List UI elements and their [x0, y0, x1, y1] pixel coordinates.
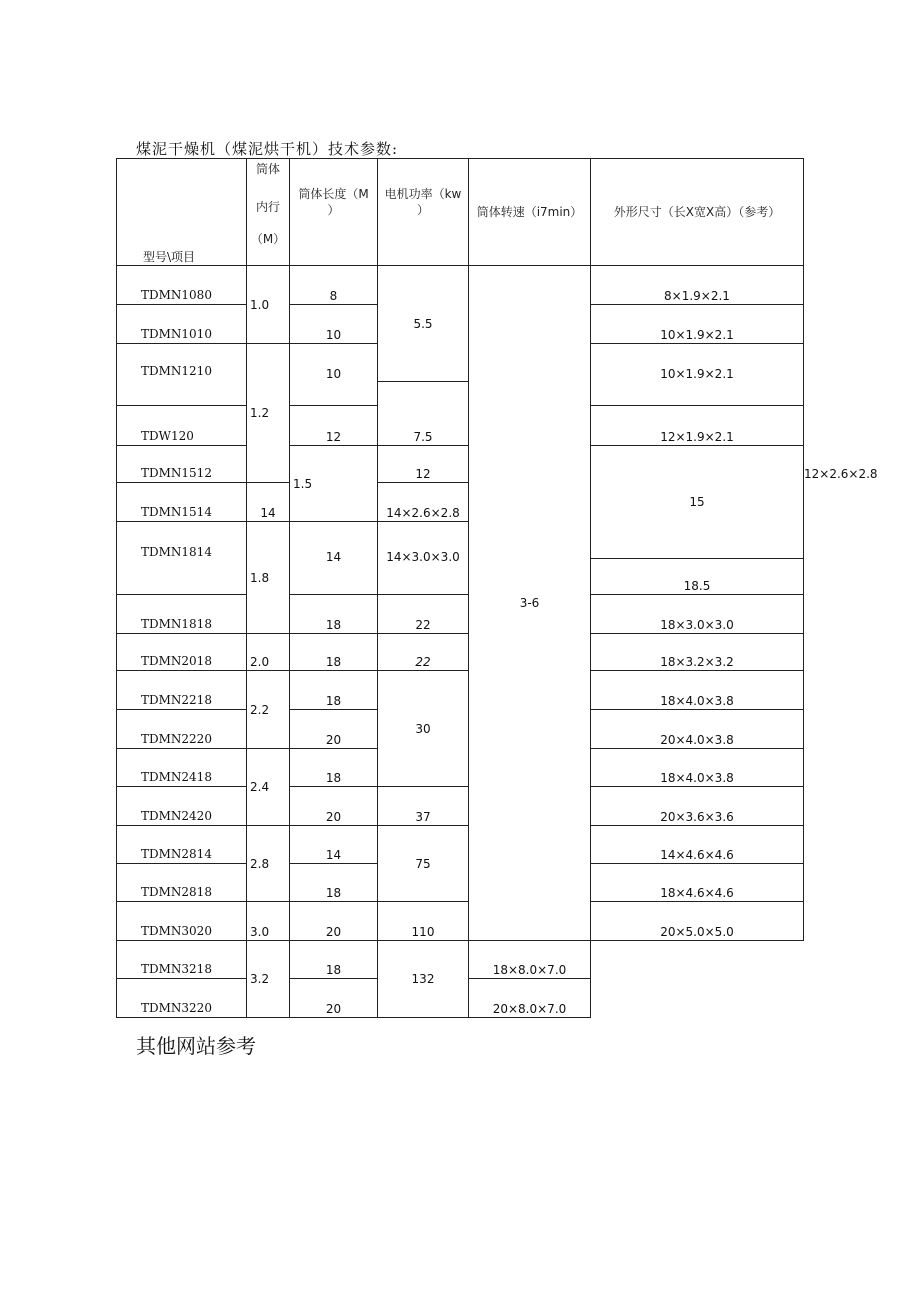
- model-cell: TDMN3218: [117, 941, 247, 979]
- power-cell: 15: [591, 446, 804, 559]
- length-cell: 14: [290, 522, 378, 595]
- header-size: 外形尺寸（长X宽X高）（参考）: [591, 159, 804, 266]
- power-cell: 22: [378, 634, 469, 671]
- table-row: [117, 595, 804, 634]
- size-cell: 20×3.6×3.6: [591, 787, 804, 826]
- model-cell: TDMN3220: [117, 979, 247, 1018]
- diameter-cell: 1.0: [247, 266, 290, 344]
- size-cell: 12×1.9×2.1: [591, 406, 804, 446]
- diameter-cell: 1.8: [247, 522, 290, 634]
- size-cell: 20×5.0×5.0: [591, 902, 804, 941]
- footer-text: 其他网站参考: [136, 1034, 256, 1058]
- length-cell: 10: [290, 305, 378, 344]
- model-cell: TDMN1080: [117, 266, 247, 305]
- table-row: [117, 902, 804, 941]
- diameter-cell: 2.0: [247, 634, 290, 671]
- size-cell: 18×4.0×3.8: [591, 671, 804, 710]
- length-cell: 20: [290, 902, 378, 941]
- document-title: 煤泥干燥机（煤泥烘干机）技术参数:: [136, 140, 399, 158]
- size-cell: 20×8.0×7.0: [469, 979, 591, 1018]
- size-cell: 8×1.9×2.1: [591, 266, 804, 305]
- power-cell: 110: [378, 902, 469, 941]
- table-row: [117, 266, 804, 305]
- length-cell: 18: [290, 595, 378, 634]
- length-cell: 12: [290, 406, 378, 446]
- diameter-cell: 3.0: [247, 902, 290, 941]
- power-cell: 5.5: [378, 266, 469, 382]
- length-cell: 14: [247, 483, 290, 522]
- model-cell: TDMN2814: [117, 826, 247, 864]
- size-cell: 20×4.0×3.8: [591, 710, 804, 749]
- size-cell: 18×3.2×3.2: [591, 634, 804, 671]
- diameter-cell: 2.4: [247, 749, 290, 826]
- model-cell: TDMN1514: [117, 483, 247, 522]
- table-row: [117, 671, 804, 710]
- model-cell: TDMN2220: [117, 710, 247, 749]
- length-cell: 20: [290, 979, 378, 1018]
- size-cell: 14×4.6×4.6: [591, 826, 804, 864]
- header-length: [290, 159, 378, 266]
- length-cell: 18: [290, 671, 378, 710]
- length-cell: 12: [378, 446, 469, 483]
- table-row: TDMN1512 1.5 12 15 12×2.6×2.8: [117, 446, 804, 483]
- length-cell: 18: [290, 864, 378, 902]
- power-cell: 30: [378, 671, 469, 787]
- header-speed: 筒体转速（i7min）: [469, 159, 591, 266]
- power-cell: 22: [378, 595, 469, 634]
- length-cell: 18: [290, 749, 378, 787]
- model-cell: TDMN2818: [117, 864, 247, 902]
- length-cell: 18: [290, 941, 378, 979]
- size-cell: 18×3.0×3.0: [591, 595, 804, 634]
- model-cell: TDMN2420: [117, 787, 247, 826]
- size-cell: 10×1.9×2.1: [591, 344, 804, 406]
- diameter-cell: 3.2: [247, 941, 290, 1018]
- power-cell: 7.5: [378, 382, 469, 446]
- model-cell: TDMN1818: [117, 595, 247, 634]
- length-cell: 20: [290, 787, 378, 826]
- model-cell: TDMN1010: [117, 305, 247, 344]
- size-cell: 14×3.0×3.0: [378, 522, 469, 595]
- header-length-line2: ）: [327, 203, 340, 217]
- size-cell: 10×1.9×2.1: [591, 305, 804, 344]
- length-cell: 20: [290, 710, 378, 749]
- model-cell: TDMN1210: [117, 344, 247, 406]
- size-cell: 14×2.6×2.8: [378, 483, 469, 522]
- header-power-line2: ）: [416, 203, 429, 217]
- header-power-line1: 电机功率（kw: [384, 187, 462, 201]
- model-cell: TDW120: [117, 406, 247, 446]
- table-row: [117, 634, 804, 671]
- length-cell: 8: [290, 266, 378, 305]
- power-cell: 132: [378, 941, 469, 1018]
- power-cell: 75: [378, 826, 469, 902]
- length-cell: 14: [290, 826, 378, 864]
- length-cell: 18: [290, 634, 378, 671]
- size-cell: 18×8.0×7.0: [469, 941, 591, 979]
- speed-cell: 3-6: [469, 266, 591, 941]
- header-power: [378, 159, 469, 266]
- header-diameter: [247, 159, 290, 266]
- model-cell: TDMN1512: [117, 446, 247, 483]
- size-cell: 18×4.0×3.8: [591, 749, 804, 787]
- length-cell: 10: [290, 344, 378, 406]
- power-cell: 37: [378, 787, 469, 826]
- model-cell: TDMN2018: [117, 634, 247, 671]
- header-diameter-line2: 内行: [255, 200, 280, 214]
- header-model: 型号\项目: [117, 159, 247, 266]
- header-length-line1: 筒体长度（M: [298, 187, 369, 201]
- header-diameter-line1: 筒体: [255, 162, 280, 176]
- header-row: [117, 159, 804, 266]
- model-cell: TDMN2218: [117, 671, 247, 710]
- model-cell: TDMN3020: [117, 902, 247, 941]
- model-cell: TDMN1814: [117, 522, 247, 595]
- table-row: [117, 941, 804, 979]
- header-diameter-line3: （M）: [250, 232, 286, 246]
- power-cell: 18.5: [591, 559, 804, 595]
- diameter-cell: 1.2: [247, 344, 290, 483]
- diameter-cell: 1.5: [290, 446, 378, 522]
- diameter-cell: 2.8: [247, 826, 290, 902]
- size-cell: 18×4.6×4.6: [591, 864, 804, 902]
- model-cell: TDMN2418: [117, 749, 247, 787]
- diameter-cell: 2.2: [247, 671, 290, 749]
- spec-table: [116, 158, 878, 1018]
- table-row: [117, 787, 804, 826]
- table-row: [117, 826, 804, 864]
